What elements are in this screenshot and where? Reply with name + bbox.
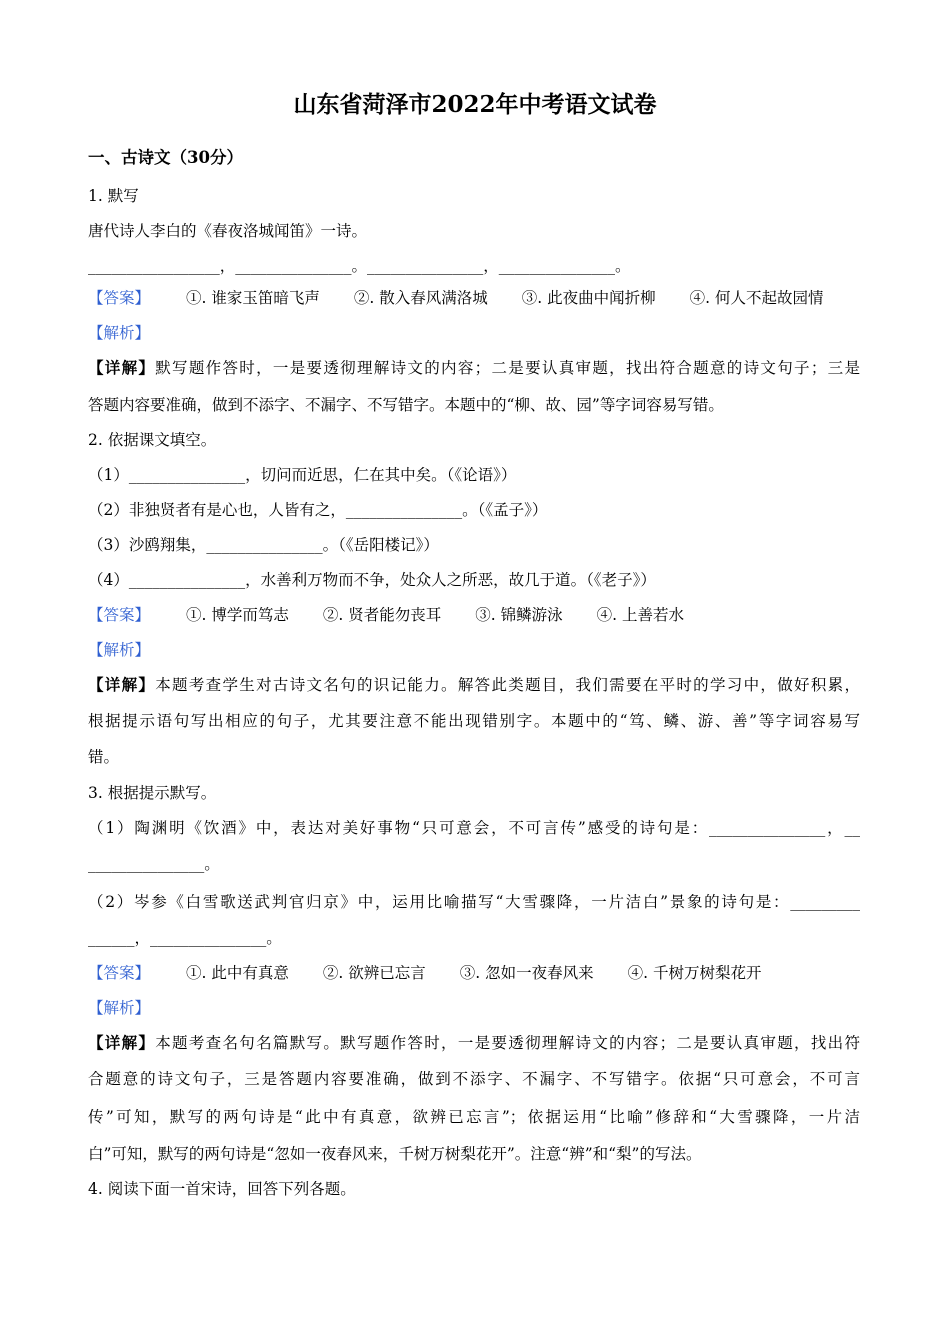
q2-detail-line-1: [88, 673, 860, 697]
q3-detail-text-1: 本题考查名句名篇默写。默写题作答时，一是要透彻理解诗文的内容；二是要认真审题，找出符: [155, 1034, 860, 1052]
q3-detail-line-3: 传”可知，默写的两句诗是“此中有真意，欲辨已忘言”；依据运用“比喻”修辞和“大雪骤降，一片洁: [88, 1108, 860, 1126]
detail-label: 【详解】: [88, 358, 156, 377]
answer-label: 【答案】: [88, 606, 151, 624]
q1-analysis-label: 【解析】: [88, 324, 151, 342]
q1-answer-2: ②. 散入春风满洛城: [353, 289, 488, 307]
q3-answer-1: ①. 此中有真意: [186, 964, 289, 982]
q3-answer-4: ④. 千树万树梨花开: [627, 964, 762, 982]
q3-detail-line-1: [88, 1031, 860, 1055]
q3-answer-row: [88, 961, 860, 985]
answer-label: 【答案】: [88, 964, 151, 982]
q2-analysis-label: 【解析】: [88, 641, 151, 659]
q1-detail-line-1: [88, 356, 860, 380]
page-title: 山东省菏泽市2022年中考语文试卷: [293, 91, 657, 118]
section-heading: 一、古诗文（30分）: [88, 148, 243, 167]
q4-heading: 4. 阅读下面一首宋诗，回答下列各题。: [88, 1180, 356, 1198]
q2-item-1: （1）_______________，切问而近思，仁在其中矣。（《论语》）: [88, 466, 517, 484]
q2-detail-text-1: 本题考查学生对古诗文名句的识记能力。解答此类题目，我们需要在平时的学习中，做好积累，: [155, 676, 860, 694]
q1-answer-1: ①. 谁家玉笛暗飞声: [186, 289, 320, 307]
q2-answer-4: ④. 上善若水: [596, 606, 684, 624]
q1-detail-text-1: 默写题作答时，一是要透彻理解诗文的内容；二是要认真审题，找出符合题意的诗文句子；三是: [155, 359, 860, 377]
q2-heading: 2. 依据课文填空。: [88, 431, 217, 449]
q3-item-line-3: （2）岑参《白雪歌送武判官归京》中，运用比喻描写“大雪骤降，一片洁白”景象的诗句是：_________: [88, 893, 860, 911]
q1-blanks: _________________，_______________。_______________，_______________。: [88, 257, 631, 275]
q3-answer-3: ③. 忽如一夜春风来: [459, 964, 594, 982]
detail-label: 【详解】: [88, 675, 156, 694]
q1-heading: 1. 默写: [88, 187, 139, 205]
q2-answer-1: ①. 博学而笃志: [186, 606, 289, 624]
q2-detail-line-2: 根据提示语句写出相应的句子，尤其要注意不能出现错别字。本题中的“笃、鳞、游、善”等字词容易写: [88, 712, 860, 730]
q2-item-3: （3）沙鸥翔集，_______________。（《岳阳楼记》）: [88, 536, 439, 554]
q2-answer-row: [88, 603, 860, 627]
q3-item-line-1: （1）陶渊明《饮酒》中，表达对美好事物“只可意会，不可言传”感受的诗句是：_______________，__: [88, 819, 860, 837]
q3-item-line-4: ______，_______________。: [88, 929, 282, 947]
q2-detail-line-3: 错。: [88, 748, 120, 766]
q1-detail-line-2: 答题内容要准确，做到不添字、不漏字、不写错字。本题中的“柳、故、园”等字词容易写错。: [88, 396, 724, 414]
q3-detail-line-4: 白”可知，默写的两句诗是“忽如一夜春风来，千树万树梨花开”。注意“辨”和“梨”的写法。: [88, 1145, 702, 1163]
q1-answer-3: ③. 此夜曲中闻折柳: [521, 289, 656, 307]
q3-analysis-label: 【解析】: [88, 999, 151, 1017]
q1-answer-row: [88, 286, 860, 310]
q2-answer-2: ②. 贤者能勿丧耳: [322, 606, 442, 624]
answer-label: 【答案】: [88, 289, 151, 307]
q3-detail-line-2: 合题意的诗文句子，三是答题内容要准确，做到不添字、不漏字、不写错字。依据“只可意会，不可言: [88, 1070, 860, 1088]
q2-item-2: （2）非独贤者有是心也，人皆有之，_______________。（《孟子》）: [88, 501, 548, 519]
q2-item-4: （4）_______________，水善利万物而不争，处众人之所恶，故几于道。（《老子》）: [88, 571, 656, 589]
q1-prompt: 唐代诗人李白的《春夜洛城闻笛》一诗。: [88, 222, 368, 240]
q3-answer-2: ②. 欲辨已忘言: [322, 964, 426, 982]
q1-answer-4: ④. 何人不起故园情: [689, 289, 824, 307]
q3-heading: 3. 根据提示默写。: [88, 784, 217, 802]
q2-answer-3: ③. 锦鳞游泳: [475, 606, 563, 624]
detail-label: 【详解】: [88, 1033, 156, 1052]
q3-item-line-2: _______________。: [88, 855, 220, 873]
